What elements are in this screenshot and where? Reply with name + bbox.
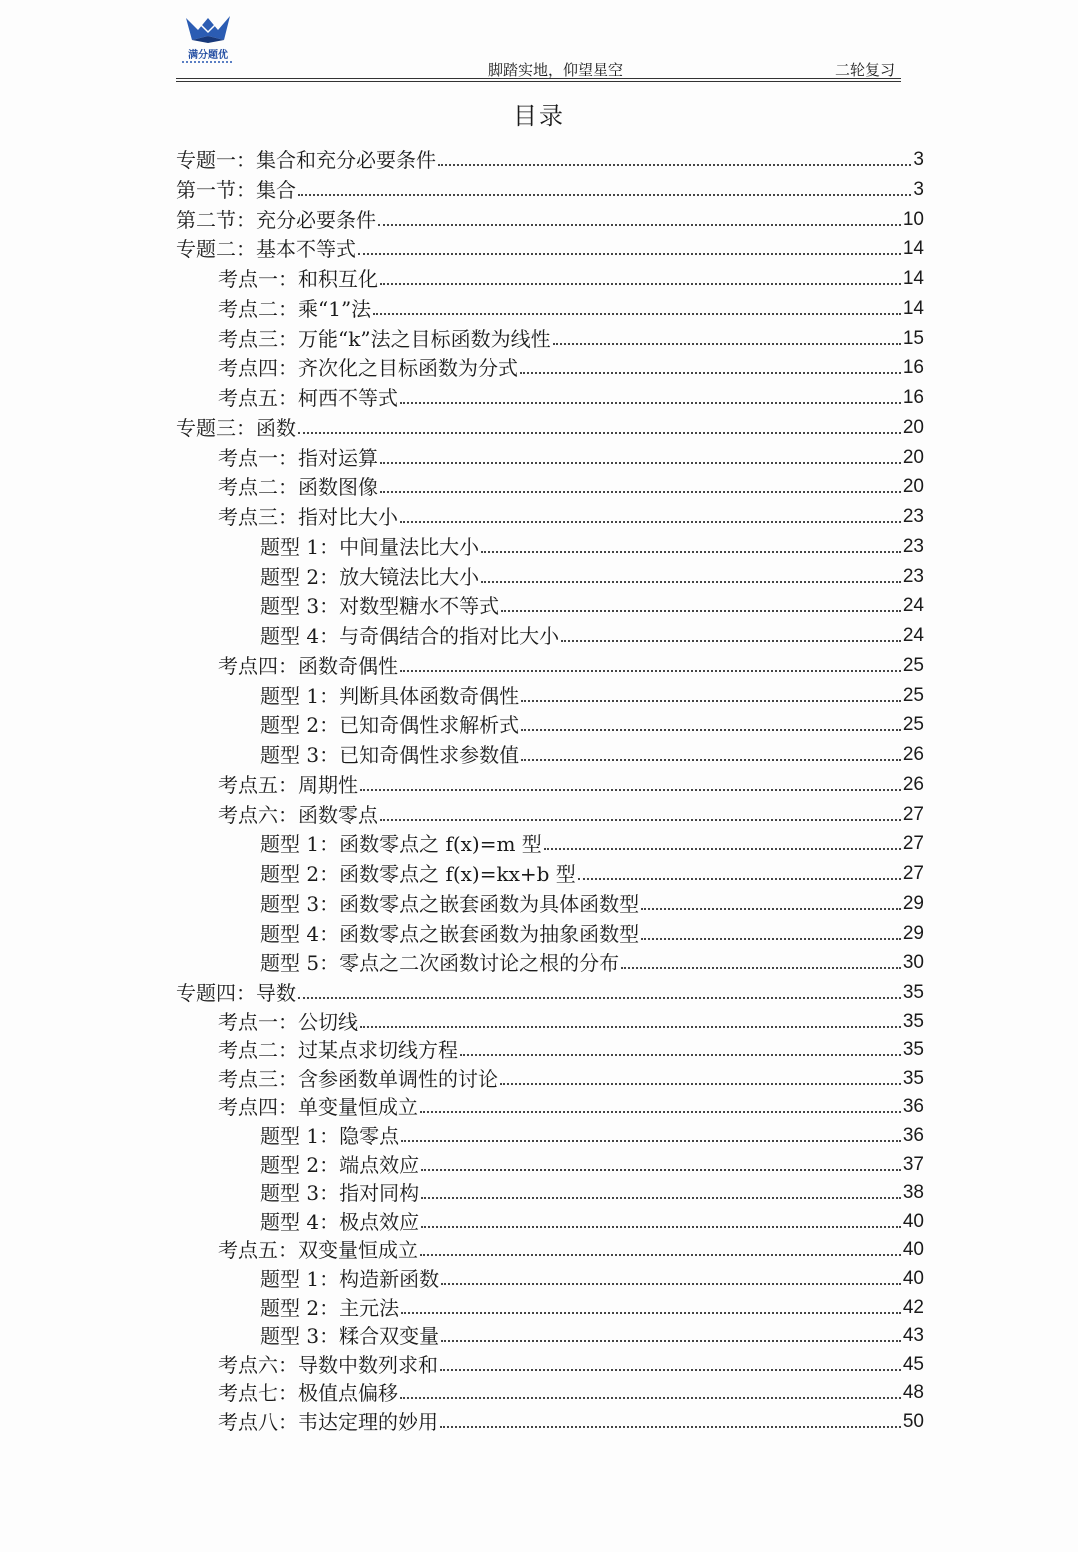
toc-leader-dots [520,372,901,374]
toc-entry[interactable] [260,560,924,588]
toc-entry[interactable] [260,530,924,558]
publisher-logo [178,12,238,74]
toc-entry[interactable] [260,946,924,974]
toc-entry[interactable] [260,1291,924,1319]
toc-leader-dots [500,1083,901,1085]
toc-entry-page: 27 [902,863,924,884]
toc-entry-page: 45 [902,1354,924,1375]
toc-entry-label: 题型 1：中间量法比大小 [260,535,480,559]
toc-entry[interactable] [218,1033,924,1061]
toc-leader-dots [544,848,901,850]
toc-leader-dots [441,1283,901,1285]
toc-entry-page: 23 [902,566,924,587]
toc-leader-dots [401,1312,901,1314]
toc-entry-page: 38 [902,1182,924,1203]
toc-leader-dots [421,1226,901,1228]
toc-leader-dots [521,759,901,761]
toc-leader-dots [641,908,901,910]
toc-entry-label: 题型 2：端点效应 [260,1153,420,1177]
toc-entry-label: 考点一：和积互化 [218,267,378,291]
toc-leader-dots [380,283,901,285]
toc-leader-dots [400,1397,901,1399]
toc-entry[interactable] [218,292,924,320]
toc-entry-page: 35 [902,1011,924,1032]
logo-text: 满分题优 [188,50,228,61]
toc-entry-page: 29 [902,923,924,944]
toc-entry-label: 考点一：指对运算 [218,446,378,470]
toc-entry-label: 题型 4：与奇偶结合的指对比大小 [260,624,560,648]
toc-entry-label: 考点二：过某点求切线方程 [218,1038,458,1062]
toc-entry[interactable] [260,679,924,707]
toc-entry-label: 考点三：含参函数单调性的讨论 [218,1067,498,1091]
toc-leader-dots [481,581,901,583]
toc-leader-dots [440,1369,901,1371]
toc-entry[interactable] [260,1262,924,1290]
toc-entry-label: 题型 1：构造新函数 [260,1267,440,1291]
toc-entry[interactable] [176,232,924,260]
toc-entry-label: 题型 1：隐零点 [260,1124,400,1148]
page-title: 目录 [513,102,565,130]
toc-entry-label: 题型 3：糅合双变量 [260,1324,440,1348]
toc-leader-dots [380,462,901,464]
toc-entry[interactable] [260,917,924,945]
toc-leader-dots [378,224,901,226]
toc-leader-dots [373,313,901,315]
toc-entry-page: 42 [902,1297,924,1318]
toc-entry-label: 题型 2：主元法 [260,1296,400,1320]
toc-entry[interactable] [218,1376,924,1404]
toc-entry-page: 20 [902,447,924,468]
toc-entry-label: 考点二：乘“1”法 [218,297,372,321]
toc-entry-page: 27 [902,804,924,825]
toc-entry-label: 考点四：单变量恒成立 [218,1095,418,1119]
logo-subtitle-rule [182,61,234,63]
toc-entry[interactable] [176,143,924,171]
toc-entry-label: 题型 5：零点之二次函数讨论之根的分布 [260,951,620,975]
toc-entry[interactable] [260,738,924,766]
toc-entry-label: 考点二：函数图像 [218,475,378,499]
toc-entry-page: 26 [902,744,924,765]
toc-entry-label: 题型 3：对数型糖水不等式 [260,594,500,618]
toc-entry-label: 题型 3：指对同构 [260,1181,420,1205]
toc-leader-dots [421,1197,901,1199]
toc-entry-page: 27 [902,833,924,854]
toc-entry-label: 题型 4：极点效应 [260,1210,420,1234]
toc-leader-dots [298,194,911,196]
toc-leader-dots [400,670,901,672]
toc-entry-label: 考点六：导数中数列求和 [218,1353,438,1377]
toc-entry-page: 3 [913,149,924,170]
toc-leader-dots [360,789,901,791]
toc-entry[interactable] [218,1233,924,1261]
toc-entry-page: 14 [902,238,924,259]
toc-entry-label: 第一节：集合 [176,178,296,202]
toc-entry-page: 3 [913,179,924,200]
toc-entry-page: 37 [902,1154,924,1175]
toc-entry-page: 23 [902,506,924,527]
toc-leader-dots [400,521,901,523]
toc-entry[interactable] [260,1319,924,1347]
toc-entry-page: 25 [902,714,924,735]
toc-entry[interactable] [218,1062,924,1090]
toc-entry[interactable] [260,1119,924,1147]
toc-leader-dots [380,491,901,493]
toc-entry[interactable] [260,589,924,617]
toc-entry[interactable] [218,768,924,796]
toc-entry[interactable] [218,441,924,469]
toc-entry-label: 考点四：齐次化之目标函数为分式 [218,356,518,380]
toc-entry-page: 24 [902,625,924,646]
toc-leader-dots [420,1111,901,1113]
toc-entry-page: 40 [902,1211,924,1232]
toc-entry-label: 题型 2：已知奇偶性求解析式 [260,713,520,737]
toc-entry-label: 专题二：基本不等式 [176,237,356,261]
toc-entry[interactable] [218,798,924,826]
toc-entry[interactable] [260,1148,924,1176]
toc-entry-label: 题型 4：函数零点之嵌套函数为抽象函数型 [260,922,640,946]
toc-leader-dots [358,253,901,255]
toc-leader-dots [481,551,901,553]
toc-leader-dots [360,1026,901,1028]
toc-entry-page: 40 [902,1268,924,1289]
toc-leader-dots [401,1140,901,1142]
toc-entry-page: 36 [902,1125,924,1146]
toc-entry-page: 48 [902,1382,924,1403]
toc-entry-page: 20 [902,417,924,438]
toc-entry-page: 26 [902,774,924,795]
toc-leader-dots [380,819,901,821]
toc-entry[interactable] [260,887,924,915]
toc-entry-label: 专题一：集合和充分必要条件 [176,148,436,172]
toc-entry[interactable] [218,649,924,677]
toc-entry[interactable] [218,322,924,350]
toc-entry-page: 43 [902,1325,924,1346]
toc-leader-dots [441,1340,901,1342]
header-motto: 脚踏实地，仰望星空 [488,61,624,79]
toc-leader-dots [641,938,901,940]
toc-entry-label: 考点一：公切线 [218,1010,358,1034]
toc-entry-page: 35 [902,982,924,1003]
toc-entry-page: 25 [902,685,924,706]
toc-entry-page: 14 [902,298,924,319]
toc-entry-page: 20 [902,476,924,497]
toc-entry[interactable] [260,827,924,855]
toc-entry[interactable] [218,1348,924,1376]
toc-entry[interactable] [260,1205,924,1233]
toc-entry[interactable] [260,857,924,885]
toc-leader-dots [521,700,901,702]
toc-entry-page: 24 [902,595,924,616]
toc-leader-dots [421,1169,901,1171]
toc-entry-label: 考点五：周期性 [218,773,358,797]
toc-entry-label: 考点五：双变量恒成立 [218,1238,418,1262]
toc-entry-label: 考点四：函数奇偶性 [218,654,398,678]
toc-entry-label: 题型 1：函数零点之 f(x)=m 型 [260,832,542,856]
toc-entry[interactable] [176,411,924,439]
toc-entry[interactable] [218,351,924,379]
toc-entry-page: 30 [902,952,924,973]
toc-entry-page: 35 [902,1068,924,1089]
toc-entry-page: 10 [902,209,924,230]
toc-entry-page: 35 [902,1039,924,1060]
header-rule-thin [176,81,901,82]
toc-leader-dots [501,610,901,612]
toc-entry[interactable] [260,708,924,736]
toc-entry[interactable] [218,262,924,290]
toc-entry-page: 14 [902,268,924,289]
toc-entry[interactable] [218,500,924,528]
toc-entry[interactable] [176,203,924,231]
toc-leader-dots [561,640,901,642]
toc-entry-label: 考点五：柯西不等式 [218,386,398,410]
toc-entry-label: 题型 1：判断具体函数奇偶性 [260,684,520,708]
toc-entry[interactable] [176,976,924,1004]
toc-entry-page: 50 [902,1411,924,1432]
toc-entry-label: 考点七：极值点偏移 [218,1381,398,1405]
toc-leader-dots [621,967,901,969]
toc-entry-page: 23 [902,536,924,557]
header-rule [176,78,901,79]
toc-leader-dots [440,1426,901,1428]
toc-entry-page: 16 [902,387,924,408]
toc-leader-dots [460,1054,901,1056]
toc-entry-page: 36 [902,1096,924,1117]
toc-entry-label: 考点六：函数零点 [218,803,378,827]
book-wing-icon [178,12,238,46]
toc-entry[interactable] [260,1176,924,1204]
toc-leader-dots [578,878,901,880]
toc-entry-label: 考点三：万能“k”法之目标函数为线性 [218,327,551,351]
toc-entry-page: 16 [902,357,924,378]
toc-entry[interactable] [218,1090,924,1118]
toc-leader-dots [553,343,901,345]
toc-entry-page: 29 [902,893,924,914]
toc-entry-label: 专题四：导数 [176,981,296,1005]
toc-entry[interactable] [218,1405,924,1433]
toc-entry-label: 第二节：充分必要条件 [176,208,376,232]
toc-entry-label: 题型 2：放大镜法比大小 [260,565,480,589]
toc-entry[interactable] [176,173,924,201]
toc-leader-dots [521,729,901,731]
toc-entry-page: 25 [902,655,924,676]
toc-leader-dots [298,997,901,999]
toc-entry-page: 40 [902,1239,924,1260]
toc-entry-label: 题型 3：已知奇偶性求参数值 [260,743,520,767]
toc-leader-dots [298,432,901,434]
header-review-label: 二轮复习 [835,61,896,79]
toc-entry-label: 考点三：指对比大小 [218,505,398,529]
toc-entry-page: 15 [902,328,924,349]
toc-entry[interactable] [218,1005,924,1033]
toc-entry-label: 专题三：函数 [176,416,296,440]
toc-entry[interactable] [218,470,924,498]
toc-leader-dots [420,1254,901,1256]
toc-entry-label: 题型 3：函数零点之嵌套函数为具体函数型 [260,892,640,916]
toc-leader-dots [438,164,911,166]
toc-entry[interactable] [260,619,924,647]
toc-entry[interactable] [218,381,924,409]
toc-entry-label: 考点八：韦达定理的妙用 [218,1410,438,1434]
toc-leader-dots [400,402,901,404]
toc-entry-label: 题型 2：函数零点之 f(x)=kx+b 型 [260,862,576,886]
